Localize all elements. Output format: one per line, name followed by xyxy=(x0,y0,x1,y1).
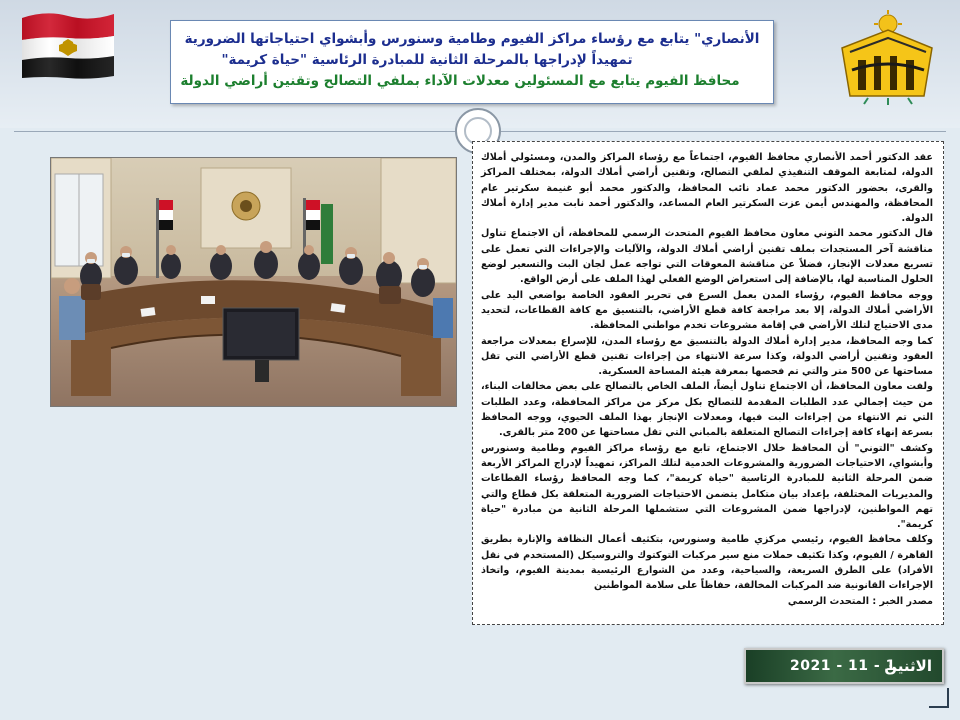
article-paragraph: قال الدكتور محمد التوني معاون محافظ الفيوم المتحدث الرسمي للمحافظة، أن الاجتماع تناول مناقشة آخر المستجدات بملف تقنين أراضي أملاك الدولة، والآليات والإجراءات التي تعمل على تسريع معدلات الإنجاز، فضلاً عن مناقشة المعوقات التي تواجه عمل لجان البت والتسعير لوضع الحلول المناسبة لها، بالإضافة إلى استعراض الوضع الفعلي لهذا الملف على أرض الواقع. xyxy=(481,228,933,286)
meeting-photo xyxy=(50,157,457,407)
article-source: مصدر الخبر : المتحدث الرسمي xyxy=(787,595,933,607)
date-value: 2021 - 11 - 1 xyxy=(790,658,896,674)
date-bar xyxy=(744,648,944,684)
article-paragraph: وكلف محافظ الفيوم، رئيسي مركزي طامية وسنورس، بتكثيف أعمال النظافة والإنارة بطريق القاهرة / الفيوم، وكذا تكثيف حملات منع سير مركبات التوكتوك والتروسيكل (المستخدم في نقل الأفراد) على الطرق السريعة، والسياحية، وعدد من الشوارع الرئيسية بمدينة الفيوم، واتخاذ الإجراءات القانونية ضد المركبات المخالفة، حفاظاً على سلامة المواطنين xyxy=(481,534,933,592)
article-paragraph: ووجه محافظ الفيوم، رؤساء المدن بعمل السرع في تحرير العقود الخاصة بواضعي اليد على الأراضي أملاك الدولة، إلا بعد مراجعة كافة قطع الأراضي، بالتنسيق مع كافة القطاعات، لتحديد مدى الاحتياج لتلك الأراضي في إقامة مشروعات تخدم مواطني المحافظة. xyxy=(481,289,933,332)
news-headline-box xyxy=(170,20,774,104)
news-article-text xyxy=(472,141,944,625)
article-paragraph: عقد الدكتور أحمد الأنصاري محافظ الفيوم، اجتماعاً مع رؤساء المراكز والمدن، ومسئولي أملاك الدولة، لمتابعة الموقف التنفيذي لملفي التصالح، وتقنين أراضي أملاك الدولة، بمختلف المراكز والقرى، بحضور الدكتور محمد عماد نائب المحافظ، والدكتور محمد أبو غنيمة سكرتير عام المحافظة، والمهندس أيمن عزت السكرتير العام المساعد، والدكتور أحمد نابت مدير إدارة أملاك الدولة. xyxy=(481,152,933,225)
headline-line-1: الأنصاري" يتابع مع رؤساء مراكز الفيوم وطامية وسنورس وأبشواي احتياجاتها الضرورية xyxy=(184,31,760,47)
day-name: الاثنين xyxy=(884,657,932,675)
article-paragraph: كما وجه المحافظ، مدير إدارة أملاك الدولة بالتنسيق مع رؤساء المدن، للإسراع بمعدلات مراجعة العقود وتقنين أراضي الدولة، وكذا سرعة الانتهاء من إجراءات تقنين قطع الأراضي التي تقل مساحتها عن 500 متر والتي تم فحصها بمعرفة هيئة المساحة العسكرية. xyxy=(481,335,933,378)
article-paragraph: وكشف "التوني" أن المحافظ خلال الاجتماع، تابع مع رؤساء مراكز الفيوم وطامية وسنورس وأبشواي، الاحتياجات الضرورية والمشروعات الخدمية لتلك المراكز، تمهيداً لإدراج المراكز الأربعة ضمن المرحلة الثانية للمبادرة الرئاسية "حياة كريمة"، كما وجه المحافظ رؤساء القطاعات والمديريات المختلفة، بإعداد بيان متكامل يتضمن الاحتياجات الضرورية المتعلقة بكل قطاع والتي تهم المواطنين، لإدراجها ضمن المشروعات التي ستشملها المرحلة الثانية من مبادرة "حياة كريمة". xyxy=(481,442,933,531)
fayoum-governorate-logo-icon xyxy=(828,8,940,106)
article-paragraph: ولفت معاون المحافظ، أن الاجتماع تناول أيضاً، الملف الخاص بالتصالح على بعض مخالفات البناء، من حيث إجمالي عدد الطلبات المقدمة للتصالح بكل مركز من مراكز المحافظة، وعدد الطلبات التي تم الانتهاء من إجراءات البت فيها، ومعدلات الإنجاز بهذا الملف الحيوي، ووجه المحافظ بسرعة إنهاء كافة إجراءات التصالح المتعلقة بالمباني التي تقل مساحتها عن 200 متر بالقرى. xyxy=(481,381,933,439)
headline-line-3: محافظ الفيوم يتابع مع المسئولين معدلات الآداء بملفي التصالح وتقنين أراضي الدولة xyxy=(180,73,740,89)
egypt-flag-icon xyxy=(18,8,118,80)
corner-ornament xyxy=(929,688,949,708)
headline-line-2: تمهيداً لإدراجها بالمرحلة الثانية للمبادرة الرئاسية "حياة كريمة" xyxy=(221,52,633,68)
